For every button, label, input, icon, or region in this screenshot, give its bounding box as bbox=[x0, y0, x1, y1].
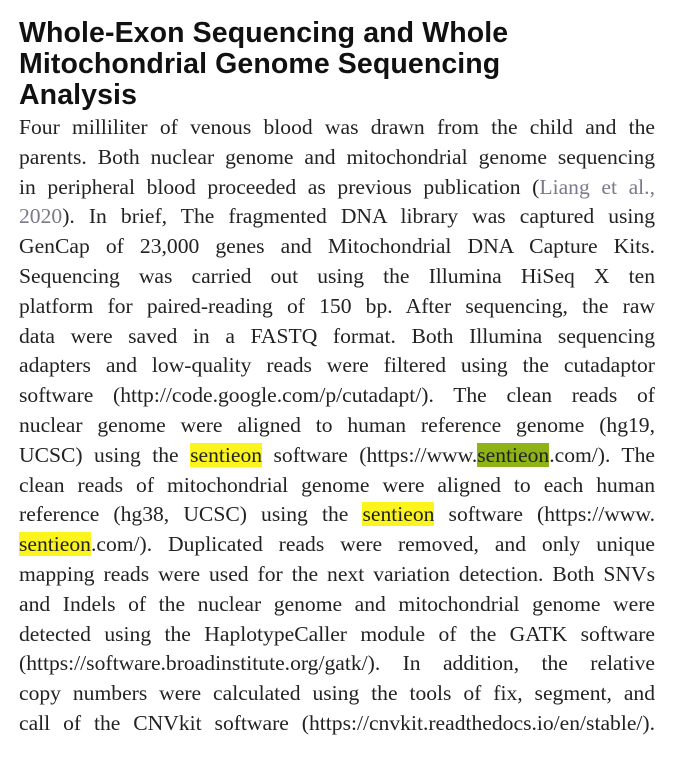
paragraph-text: adapters and low-quality reads were filtered using the cutadaptor bbox=[19, 353, 655, 378]
paragraph-line bbox=[19, 649, 655, 679]
paragraph-text: (https://software.broadinstitute.org/gatk/). In addition, the relative bbox=[19, 651, 655, 676]
section-body-paragraph bbox=[19, 113, 655, 739]
citation-link[interactable]: 2020 bbox=[19, 204, 63, 229]
paragraph-line bbox=[19, 143, 655, 173]
section-heading bbox=[19, 18, 655, 111]
paragraph-text: UCSC) using the bbox=[19, 442, 191, 467]
paragraph-line bbox=[19, 679, 655, 709]
section-heading-line-1: Whole-Exon Sequencing and Whole bbox=[19, 17, 509, 49]
search-highlight: sentieon bbox=[19, 532, 91, 557]
paragraph-line bbox=[19, 381, 655, 411]
paragraph-text: call of the CNVkit software (https://cnvkit.readthedocs.io/en/stable/). bbox=[19, 710, 655, 735]
article-section bbox=[19, 18, 655, 739]
paragraph-text: Sequencing was carried out using the Illumina HiSeq X ten bbox=[19, 263, 655, 288]
paragraph-line bbox=[19, 173, 655, 203]
paragraph-line bbox=[19, 441, 655, 471]
paragraph-line bbox=[19, 709, 655, 739]
paragraph-text: copy numbers were calculated using the tools of fix, segment, and bbox=[19, 681, 655, 706]
paragraph-line bbox=[19, 292, 655, 322]
paragraph-text: data were saved in a FASTQ format. Both Illumina sequencing bbox=[19, 323, 655, 348]
paragraph-line bbox=[19, 351, 655, 381]
paragraph-line bbox=[19, 322, 655, 352]
paragraph-text: and Indels of the nuclear genome and mitochondrial genome were bbox=[19, 591, 655, 616]
paragraph-text: software (https://www. bbox=[262, 442, 478, 467]
paragraph-text: clean reads of mitochondrial genome were aligned to each human bbox=[19, 472, 655, 497]
citation-link[interactable]: Liang et al., bbox=[539, 174, 655, 199]
paragraph-line bbox=[19, 590, 655, 620]
paragraph-text: GenCap of 23,000 genes and Mitochondrial DNA Capture Kits. bbox=[19, 234, 655, 259]
paragraph-line bbox=[19, 113, 655, 143]
paragraph-text: parents. Both nuclear genome and mitochondrial genome sequencing bbox=[19, 144, 655, 169]
paragraph-text: Four milliliter of venous blood was drawn from the child and the bbox=[19, 115, 655, 139]
section-heading-line-2: Mitochondrial Genome Sequencing bbox=[19, 48, 501, 80]
paragraph-line bbox=[19, 202, 655, 232]
paragraph-line bbox=[19, 471, 655, 501]
paragraph-text: .com/). Duplicated reads were removed, and only unique bbox=[90, 532, 655, 557]
paragraph-line bbox=[19, 620, 655, 650]
paragraph-text: nuclear genome were aligned to human reference genome (hg19, bbox=[19, 412, 655, 437]
paragraph-text: mapping reads were used for the next variation detection. Both SNVs bbox=[19, 561, 655, 586]
paragraph-text: software (https://www. bbox=[434, 502, 655, 527]
section-heading-line-3: Analysis bbox=[19, 79, 138, 111]
paragraph-text: .com/). The bbox=[549, 442, 655, 467]
paragraph-line bbox=[19, 500, 655, 530]
paragraph-line bbox=[19, 530, 655, 560]
paragraph-line bbox=[19, 232, 655, 262]
paragraph-line bbox=[19, 560, 655, 590]
search-highlight-current: sentieon bbox=[477, 442, 550, 467]
paragraph-line bbox=[19, 262, 655, 292]
paragraph-text: reference (hg38, UCSC) using the bbox=[19, 502, 363, 527]
paragraph-text: ). In brief, The fragmented DNA library was captured using bbox=[62, 204, 655, 229]
paragraph-text: detected using the HaplotypeCaller module of the GATK software bbox=[19, 621, 655, 646]
paragraph-text: platform for paired-reading of 150 bp. After sequencing, the raw bbox=[19, 293, 655, 318]
paragraph-text: software (http://code.google.com/p/cutadapt/). The clean reads of bbox=[19, 383, 655, 408]
search-highlight: sentieon bbox=[190, 442, 263, 467]
search-highlight: sentieon bbox=[362, 502, 435, 527]
paragraph-line bbox=[19, 411, 655, 441]
paragraph-text: in peripheral blood proceeded as previous publication ( bbox=[19, 174, 540, 199]
